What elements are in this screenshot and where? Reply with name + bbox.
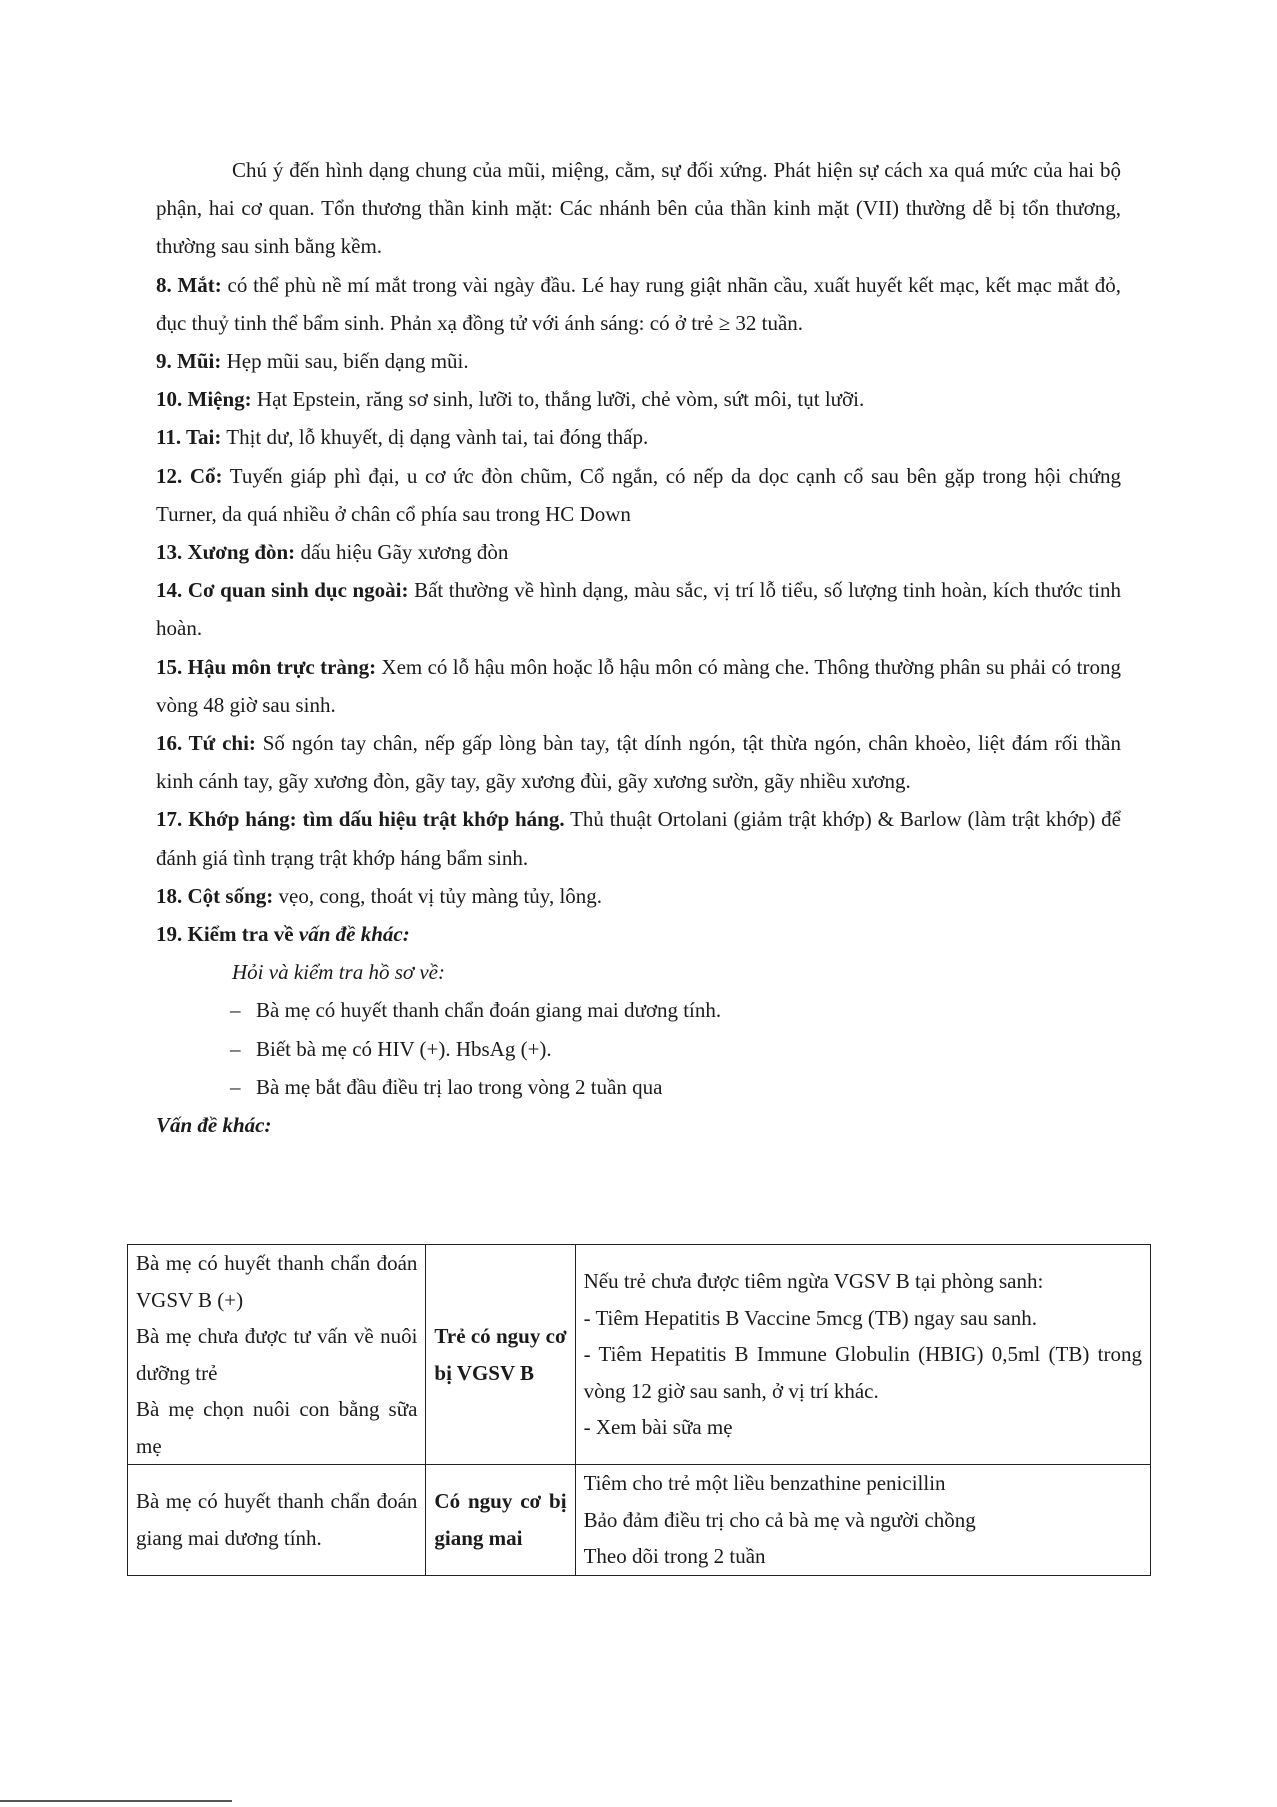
list-item: [230, 1068, 1121, 1106]
cell-line: Nếu trẻ chưa được tiêm ngừa VGSV B tại phòng sanh:: [583, 1269, 1044, 1294]
item-text: vẹo, cong, thoát vị tủy màng tủy, lông.: [273, 883, 603, 908]
list-item-text: Bà mẹ bắt đầu điều trị lao trong vòng 2 tuần qua: [256, 1074, 663, 1099]
item-label: 13. Xương đòn:: [156, 540, 296, 565]
document-body: [156, 151, 1121, 1144]
dash-bullet: –: [230, 1074, 241, 1099]
item-text: Thịt dư, lỗ khuyết, dị dạng vành tai, tai đóng thấp.: [221, 425, 649, 450]
item-label-italic: vấn đề khác:: [298, 922, 410, 947]
risk-cell: Trẻ có nguy cơ bị VGSV B: [426, 1245, 575, 1465]
item-label: 19. Kiểm tra về: [156, 922, 299, 947]
item-9: [156, 342, 1121, 380]
list-item-text: Bà mẹ có huyết thanh chẩn đoán giang mai dương tính.: [256, 998, 722, 1023]
item-label: 10. Miệng:: [156, 387, 252, 412]
item-text: Bất thường về hình dạng, màu sắc, vị trí lỗ tiểu, số lượng tinh hoàn, kích thước tinh hoàn.: [156, 578, 1121, 641]
item-text: Số ngón tay chân, nếp gấp lòng bàn tay, tật dính ngón, tật thừa ngón, chân khoèo, liệt đám rối thần kinh cánh tay, gãy xương đòn, gãy tay, gãy xương đùi, gãy xương sườn, gãy nhiều xương.: [156, 731, 1122, 794]
other-issues-title: Vấn đề khác:: [156, 1113, 272, 1138]
item-text: Hạt Epstein, răng sơ sinh, lưỡi to, thắng lưỡi, chẻ vòm, sứt môi, tụt lưỡi.: [251, 387, 865, 412]
item-18: [156, 877, 1121, 915]
item-label: 18. Cột sống:: [156, 883, 274, 908]
item-label: 11. Tai:: [156, 425, 222, 450]
condition-cell: [128, 1245, 426, 1465]
cell-line: Bà mẹ chưa được tư vấn về nuôi dưỡng trẻ: [136, 1324, 418, 1385]
cell-line: Bảo đảm điều trị cho cả bà mẹ và người chồng: [583, 1507, 976, 1532]
item-text: có thể phù nề mí mắt trong vài ngày đầu. Lé hay rung giật nhãn cầu, xuất huyết kết mạc, kết mạc mắt đỏ, đục thuỷ tinh thể bẩm sinh. Phản xạ đồng tử với ánh sáng: có ở trẻ ≥ 32 tuần.: [156, 272, 1121, 335]
item-label: 14. Cơ quan sinh dục ngoài:: [156, 578, 409, 603]
item-19: [156, 915, 1121, 953]
cell-line: - Tiêm Hepatitis B Immune Globulin (HBIG) 0,5ml (TB) trong vòng 12 giờ sau sanh, ở vị trí khác.: [583, 1342, 1142, 1403]
risk-cell: Có nguy cơ bị giang mai: [426, 1465, 575, 1576]
ask-records-heading: Hỏi và kiểm tra hồ sơ về:: [232, 960, 445, 985]
dash-bullet: –: [230, 998, 241, 1023]
other-issues-table: [127, 1244, 1151, 1576]
cell-line: Theo dõi trong 2 tuần: [583, 1544, 766, 1568]
item-17: [156, 800, 1121, 876]
footer-rule: [0, 1800, 232, 1802]
cell-line: Tiêm cho trẻ một liều benzathine penicillin: [583, 1471, 946, 1495]
item-text: Thủ thuật Ortolani (giảm trật khớp) & Barlow (làm trật khớp) để đánh giá tình trạng trật khớp háng bẩm sinh.: [156, 807, 1121, 870]
list-item-text: Biết bà mẹ có HIV (+). HbsAg (+).: [256, 1036, 552, 1061]
item-label: 17. Khớp háng: tìm dấu hiệu trật khớp háng.: [156, 807, 565, 832]
cell-line: Bà mẹ có huyết thanh chẩn đoán VGSV B (+): [136, 1251, 418, 1312]
cell-line: - Tiêm Hepatitis B Vaccine 5mcg (TB) ngay sau sanh.: [583, 1305, 1037, 1330]
item-label: 16. Tứ chi:: [156, 731, 256, 756]
table-row: [128, 1465, 1151, 1576]
dash-bullet: –: [230, 1036, 241, 1061]
item-14: [156, 571, 1121, 647]
cell-line: - Xem bài sữa mẹ: [583, 1415, 733, 1440]
item-13: [156, 533, 1121, 571]
action-cell: [575, 1465, 1150, 1576]
item-text: dấu hiệu Gãy xương đòn: [295, 540, 509, 565]
list-item: [230, 991, 1121, 1029]
item-12: [156, 457, 1121, 533]
item-8: [156, 266, 1121, 342]
item-text: Hẹp mũi sau, biến dạng mũi.: [221, 349, 469, 374]
action-cell: [575, 1245, 1150, 1465]
item-label: 9. Mũi:: [156, 349, 222, 374]
condition-cell: [128, 1465, 426, 1576]
intro-paragraph: Chú ý đến hình dạng chung của mũi, miệng, cằm, sự đối xứng. Phát hiện sự cách xa quá mức của hai bộ phận, hai cơ quan. Tổn thương thần kinh mặt: Các nhánh bên của thần kinh mặt (VII) thường dễ bị tổn thương, thường sau sinh bằng kềm.: [156, 158, 1121, 259]
table-row: [128, 1245, 1151, 1465]
item-16: [156, 724, 1121, 800]
list-item: [230, 1030, 1121, 1068]
item-15: [156, 648, 1121, 724]
item-10: [156, 380, 1121, 418]
item-text: Xem có lỗ hậu môn hoặc lỗ hậu môn có màng che. Thông thường phân su phải có trong vòng 48 giờ sau sinh.: [156, 654, 1121, 717]
item-label: 15. Hậu môn trực tràng:: [156, 654, 377, 679]
item-label: 8. Mắt:: [156, 272, 222, 297]
cell-line: Bà mẹ chọn nuôi con bằng sữa mẹ: [136, 1397, 418, 1458]
item-label: 12. Cổ:: [156, 463, 223, 488]
cell-line: Bà mẹ có huyết thanh chẩn đoán giang mai dương tính.: [136, 1489, 418, 1550]
item-text: Tuyến giáp phì đại, u cơ ức đòn chũm, Cổ ngắn, có nếp da dọc cạnh cổ sau bên gặp trong hội chứng Turner, da quá nhiều ở chân cổ phía sau trong HC Down: [156, 463, 1121, 526]
item-11: [156, 418, 1121, 456]
